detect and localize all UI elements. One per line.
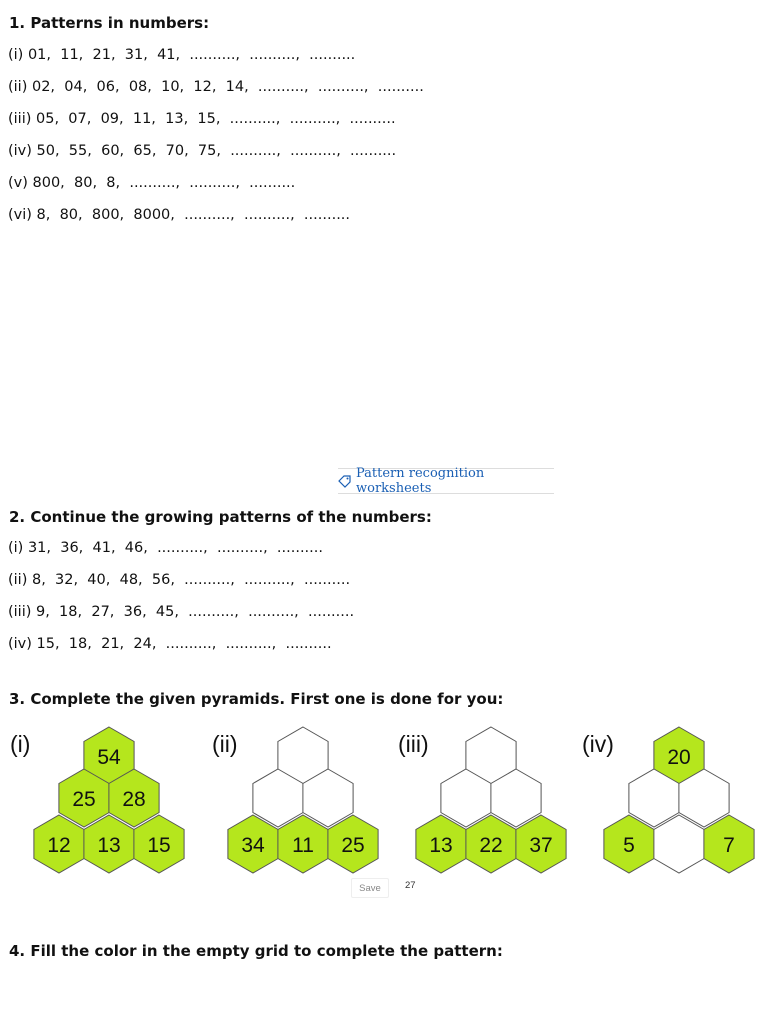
pyramid-cell-value: 25	[341, 834, 365, 857]
pyramid-cell-value: 34	[241, 834, 265, 857]
link-text: Pattern recognition worksheets	[356, 466, 485, 496]
pyramid-cell-value: 5	[623, 834, 635, 857]
growing-line-1: (i) 31, 36, 41, 46, .........., .........., ..........	[8, 540, 323, 556]
pyramids-figure	[0, 718, 768, 878]
pyramid-cell-value: 37	[529, 834, 553, 857]
section2-title: 2. Continue the growing patterns of the numbers:	[9, 508, 432, 526]
section3-title: 3. Complete the given pyramids. First one is done for you:	[9, 690, 504, 708]
pattern-line-2: (ii) 02, 04, 06, 08, 10, 12, 14, .........., .........., ..........	[8, 79, 424, 95]
pyramid-cell-value: 11	[292, 834, 314, 857]
pyramid-label: (ii)	[212, 731, 238, 757]
save-count: 27	[405, 880, 416, 891]
growing-line-4: (iv) 15, 18, 21, 24, .........., .........., ..........	[8, 636, 332, 652]
pyramid-cell-value: 20	[667, 746, 691, 769]
pyramid-cell	[654, 815, 704, 873]
section4-title: 4. Fill the color in the empty grid to complete the pattern:	[9, 942, 503, 960]
pattern-line-3: (iii) 05, 07, 09, 11, 13, 15, .........., .........., ..........	[8, 111, 396, 127]
pyramid-cell-value: 22	[479, 834, 503, 857]
pyramid-cell-value: 12	[47, 834, 71, 857]
pyramid-cell-value: 7	[723, 834, 735, 857]
pattern-line-5: (v) 800, 80, 8, .........., .........., ..........	[8, 175, 296, 191]
pyramid-cell-value: 15	[147, 834, 171, 857]
growing-line-3: (iii) 9, 18, 27, 36, 45, .........., .........., ..........	[8, 604, 355, 620]
growing-line-2: (ii) 8, 32, 40, 48, 56, .........., .........., ..........	[8, 572, 351, 588]
save-button[interactable]: Save	[351, 878, 389, 898]
pyramid-cell-value: 54	[97, 746, 121, 769]
pyramid-cell-value: 25	[72, 788, 96, 811]
pattern-line-4: (iv) 50, 55, 60, 65, 70, 75, .........., .........., ..........	[8, 143, 397, 159]
pyramid-cell-value: 13	[97, 834, 121, 857]
pyramid-label: (i)	[10, 731, 31, 757]
pyramid-label: (iii)	[398, 731, 429, 757]
pyramid-cell-value: 28	[122, 788, 146, 811]
pyramid-cell-value: 13	[429, 834, 453, 857]
pattern-worksheets-link[interactable]	[338, 468, 554, 494]
section1-title: 1. Patterns in numbers:	[9, 14, 210, 32]
pattern-line-1: (i) 01, 11, 21, 31, 41, .........., .........., ..........	[8, 47, 356, 63]
pyramid-label: (iv)	[582, 731, 614, 757]
tag-icon	[338, 474, 352, 488]
pattern-line-6: (vi) 8, 80, 800, 8000, .........., .........., ..........	[8, 207, 351, 223]
